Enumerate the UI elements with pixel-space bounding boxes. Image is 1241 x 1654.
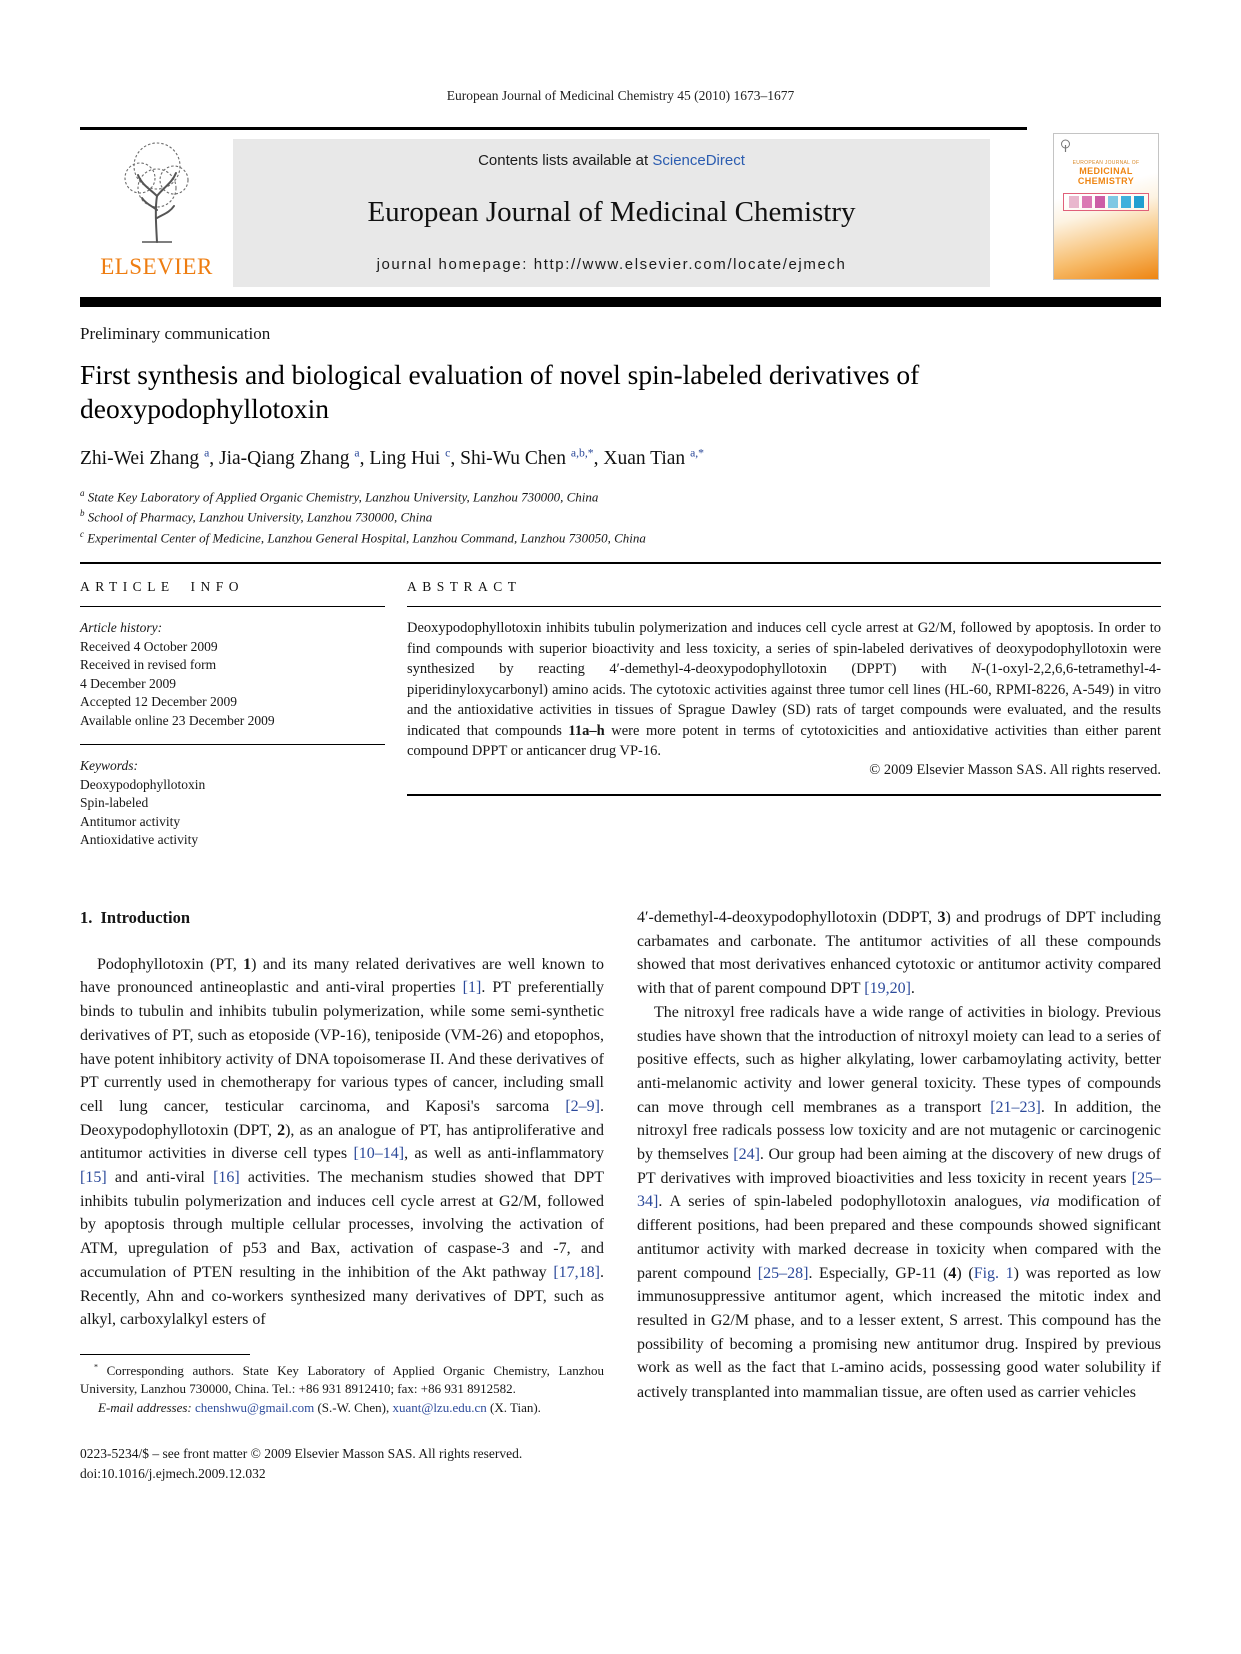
email-link-tian[interactable]: xuant@lzu.edu.cn bbox=[392, 1399, 487, 1415]
intro-paragraph-right-1: 4′-demethyl-4-deoxypodophyllotoxin (DDPT, 3) and prodrugs of DPT including carbamates and carbonate. The antitumor activities of all these compounds showed that most derivatives enhanced cytotoxic or antitumor activity compared with that of parent compound DPT [19,20]. bbox=[637, 908, 1162, 998]
text-segment: a,* bbox=[690, 446, 705, 460]
article-history-label: Article history: bbox=[80, 620, 163, 636]
cover-color-squares bbox=[1063, 193, 1149, 211]
footnote-block bbox=[80, 1354, 604, 1417]
body-column-right bbox=[637, 906, 1161, 1483]
keywords-label: Keywords: bbox=[80, 758, 138, 774]
article-type-label: Preliminary communication bbox=[80, 324, 271, 343]
cover-square bbox=[1069, 196, 1079, 208]
text-segment: N bbox=[971, 661, 982, 678]
article-info-heading: ARTICLE INFO bbox=[80, 578, 245, 594]
keyword: Antitumor activity bbox=[80, 813, 181, 829]
affiliation-a-text: State Key Laboratory of Applied Organic Chemistry, Lanzhou University, Lanzhou 730000, China bbox=[84, 489, 599, 505]
text-segment: 11a–h bbox=[568, 722, 605, 739]
journal-citation-header: European Journal of Medicinal Chemistry 45 (2010) 1673–1677 bbox=[446, 88, 795, 103]
affiliation-b bbox=[80, 505, 1161, 525]
abstract-rule bbox=[407, 606, 1161, 608]
meta-section bbox=[80, 564, 1161, 850]
cover-square bbox=[1108, 196, 1118, 208]
text-segment: a bbox=[204, 446, 210, 460]
cover-title bbox=[1054, 160, 1158, 186]
citation-ref[interactable]: [10–14] bbox=[353, 1145, 405, 1163]
elsevier-tree-icon bbox=[111, 138, 203, 244]
article-body bbox=[80, 906, 1161, 1483]
abstract-text: Deoxypodophyllotoxin inhibits tubulin polymerization and induces cell cycle arrest at G2/M, followed by apoptosis. In order to find compounds with superior bioactivity and less toxicity, a series of spin-labeled derivatives of deoxypodophyllotoxin were synthesized by reacting 4′-demethyl-4-deoxypodophyllotoxin (DPPT) with N-(1-oxyl-2,2,6,6-tetramethyl-4-piperidinyloxycarbonyl) amino acids. The cytotoxic activities against three tumor cell lines (HL-60, RPMI-8226, A-549) in vitro and the antioxidative activities in tissues of Sprague Dawley (SD) rats of target compounds were evaluated, and the results indicated that compounds 11a–h were more potent in terms of cytotoxicities and antioxidative activities than either parent compound DPPT or anticancer drug VP-16. bbox=[407, 620, 1161, 759]
elsevier-logo[interactable] bbox=[80, 130, 233, 280]
footnote-rule bbox=[80, 1354, 250, 1355]
citation-ref[interactable]: [25–28] bbox=[757, 1264, 809, 1282]
article-info-column bbox=[80, 564, 385, 850]
contents-line bbox=[243, 152, 980, 169]
text-segment: 4 bbox=[948, 1264, 957, 1282]
text-segment: via bbox=[1030, 1193, 1050, 1211]
body-column-left bbox=[80, 906, 604, 1483]
header-thick-rule bbox=[80, 297, 1161, 307]
citation-ref[interactable]: [21–23] bbox=[990, 1098, 1041, 1116]
affiliation-c-text: Experimental Center of Medicine, Lanzhou General Hospital, Lanzhou Command, Lanzhou 730050, China bbox=[84, 529, 646, 545]
affiliation-a bbox=[80, 485, 1161, 505]
homepage-label: journal homepage: bbox=[376, 256, 534, 273]
abstract-heading: ABSTRACT bbox=[407, 578, 522, 594]
text-segment: E-mail addresses: bbox=[98, 1399, 192, 1415]
citation-ref[interactable]: [2–9] bbox=[565, 1097, 600, 1115]
email-link-chen[interactable]: chenshwu@gmail.com bbox=[195, 1399, 315, 1415]
text-segment: a,b,* bbox=[570, 446, 594, 460]
cover-title-line2: MEDICINAL bbox=[1079, 166, 1133, 176]
elsevier-wordmark: ELSEVIER bbox=[100, 254, 213, 279]
cover-title-line3: CHEMISTRY bbox=[1077, 176, 1135, 186]
publisher-footer bbox=[80, 1444, 604, 1483]
cover-square bbox=[1095, 196, 1105, 208]
text-segment: c bbox=[445, 446, 451, 460]
article-title: First synthesis and biological evaluation of novel spin-labeled derivatives of deoxypodophyllotoxin bbox=[80, 359, 920, 424]
cover-square bbox=[1121, 196, 1131, 208]
affiliation-b-sup: b bbox=[80, 508, 85, 519]
history-line: Available online 23 December 2009 bbox=[80, 712, 275, 728]
authors-line: Zhi-Wei Zhang $^a$, Jia-Qiang Zhang $^a$, Ling Hui $^c$, Shi-Wu Chen $^{a,b,*}$, Xuan Tian $^{a,*}$ bbox=[80, 446, 705, 469]
cover-square bbox=[1082, 196, 1092, 208]
text-segment: 2 bbox=[277, 1121, 286, 1139]
cover-elsevier-mark-icon bbox=[1060, 139, 1071, 153]
history-line: Received in revised form bbox=[80, 657, 217, 673]
affiliation-c bbox=[80, 526, 1161, 546]
affiliation-c-sup: c bbox=[80, 528, 84, 539]
affiliation-b-text: School of Pharmacy, Lanzhou University, Lanzhou 730000, China bbox=[84, 509, 433, 525]
citation-ref[interactable]: [1] bbox=[462, 979, 482, 997]
journal-header bbox=[80, 127, 1161, 307]
citation-ref[interactable]: [15] bbox=[80, 1169, 107, 1187]
history-line: 4 December 2009 bbox=[80, 675, 176, 691]
doi-line[interactable]: doi:10.1016/j.ejmech.2009.12.032 bbox=[80, 1465, 266, 1481]
intro-paragraph-right-2: The nitroxyl free radicals have a wide range of activities in biology. Previous studies have shown that the introduction of nitroxyl moiety can lead to a series of positive effects, such as higher alkylating, lower carbamoylating activity, better anti-melanomic activity and lower general toxicity. These types of compounds can move through cell membranes as a transport [21–23]. In addition, the nitroxyl free radicals possess low toxicity and are not mutagenic or carcinogenic by themselves [24]. Our group had been aiming at the discovery of new drugs of PT derivatives with improved bioactivities and less toxicity in recent years [25–34]. A series of spin-labeled podophyllotoxin analogues, via modification of different positions, had been prepared and these compounds showed significant antitumor activity with marked decrease in toxicity when compared with the parent compound [25–28]. Especially, GP-11 (4) (Fig. 1) was reported as low immunosuppressive antitumor agent, which increased the mitotic index and resulted in G2/M phase, and to a lesser extent, S arrest. This compound has the possibility of becoming a promising new antitumor drug. Inspired by previous work as well as the fact that L-amino acids, possessing good water solubility if actively transplanted into mammalian tissue, are often used as carrier vehicles bbox=[637, 1003, 1162, 1402]
journal-cover-thumbnail[interactable] bbox=[1053, 133, 1159, 280]
keyword: Deoxypodophyllotoxin bbox=[80, 776, 206, 792]
citation-ref[interactable]: [25–34] bbox=[637, 1169, 1161, 1211]
corresponding-author-note: * Corresponding authors. State Key Laboratory of Applied Organic Chemistry, Lanzhou University, Lanzhou 730000, China. Tel.: +86 931 8912410; fax: +86 931 8912582. bbox=[80, 1362, 604, 1397]
history-line: Received 4 October 2009 bbox=[80, 638, 218, 654]
abstract-copyright: © 2009 Elsevier Masson SAS. All rights reserved. bbox=[869, 762, 1161, 779]
history-line: Accepted 12 December 2009 bbox=[80, 694, 238, 710]
contents-prefix: Contents lists available at bbox=[478, 152, 653, 169]
citation-ref[interactable]: [17,18] bbox=[553, 1263, 600, 1281]
citation-ref[interactable]: [19,20] bbox=[864, 980, 911, 998]
masthead-box bbox=[233, 139, 990, 287]
citation-ref[interactable]: [16] bbox=[213, 1169, 240, 1187]
abstract-column bbox=[407, 564, 1161, 850]
intro-paragraph-left: Podophyllotoxin (PT, 1) and its many related derivatives are well known to have pronounced antineoplastic and anti-viral properties [1]. PT preferentially binds to tubulin and inhibits tubulin polymerization, while some semi-synthetic derivatives of PT, such as etoposide (VP-16), teniposide (VM-26) and etopophos, have potent inhibitory activity of DNA topoisomerase II. And these derivatives of PT currently used in chemotherapy for various types of cancer, including small cell lung cancer, testicular carcinoma, and Kaposi's sarcoma [2–9]. Deoxypodophyllotoxin (DPT, 2), as an analogue of PT, has antiproliferative and antitumor activities in diverse cell types [10–14], as well as anti-inflammatory [15] and anti-viral [16] activities. The mechanism studies showed that DPT inhibits tubulin polymerization and induces cell cycle arrest at G2/M, followed by apoptosis through multiple cellular processes, involving the activation of ATM, upregulation of p53 and Bax, activation of caspase-3 and -7, and accumulation of PTEN resulting in the inhibition of the Akt pathway [17,18]. Recently, Ahn and co-workers synthesized many derivatives of DPT, such as alkyl, carboxylalkyl esters of bbox=[80, 955, 605, 1329]
issn-line: 0223-5234/$ – see front matter © 2009 Elsevier Masson SAS. All rights reserved. bbox=[80, 1446, 523, 1462]
citation-ref[interactable]: Fig. 1 bbox=[973, 1264, 1014, 1282]
keyword: Antioxidative activity bbox=[80, 832, 199, 848]
homepage-line bbox=[243, 256, 980, 273]
sciencedirect-link[interactable]: ScienceDirect bbox=[652, 152, 745, 169]
text-segment: 1 bbox=[243, 955, 252, 973]
text-segment: a bbox=[354, 446, 360, 460]
text-segment: 3 bbox=[937, 908, 946, 926]
journal-title: European Journal of Medicinal Chemistry bbox=[367, 196, 856, 228]
cover-title-line1: EUROPEAN JOURNAL OF bbox=[1072, 160, 1140, 166]
keywords-divider-rule bbox=[80, 744, 385, 745]
keyword: Spin-labeled bbox=[80, 795, 149, 811]
section-heading-introduction: 1. Introduction bbox=[80, 907, 191, 927]
text-segment: L bbox=[831, 1361, 839, 1376]
citation-ref[interactable]: [24] bbox=[733, 1146, 760, 1164]
abstract-bottom-rule bbox=[407, 794, 1161, 796]
text-segment: * bbox=[94, 1362, 99, 1372]
email-addresses-note: E-mail addresses: chenshwu@gmail.com (S.-W. Chen), xuant@lzu.edu.cn (X. Tian). bbox=[98, 1399, 541, 1415]
cover-square bbox=[1134, 196, 1144, 208]
article-info-rule bbox=[80, 606, 385, 608]
journal-homepage-link[interactable]: http://www.elsevier.com/locate/ejmech bbox=[533, 256, 847, 273]
affiliation-a-sup: a bbox=[80, 488, 85, 498]
affiliations bbox=[80, 485, 1161, 546]
